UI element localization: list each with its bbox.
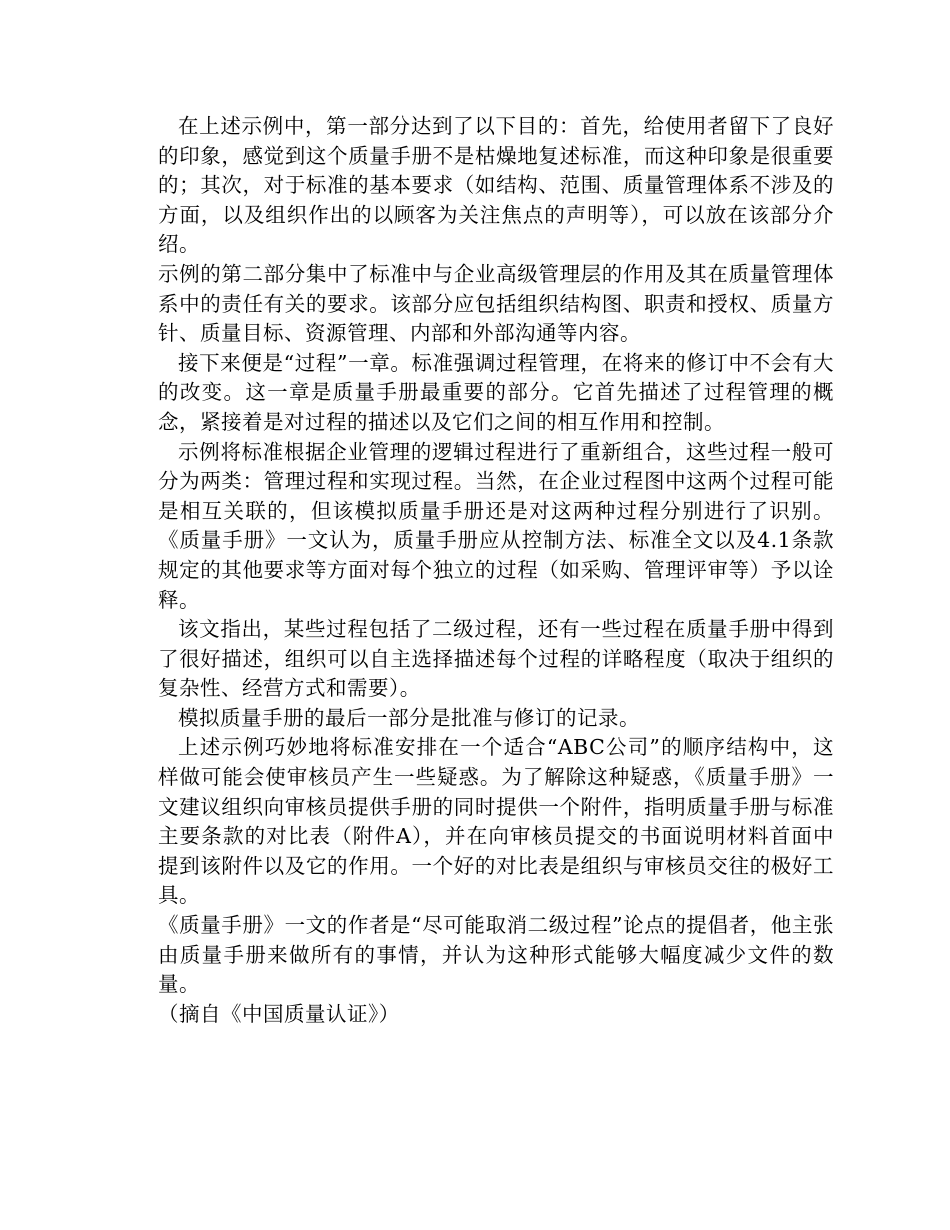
paragraph-2: 示例的第二部分集中了标准中与企业高级管理层的作用及其在质量管理体系中的责任有关的要求。该部分应包括组织结构图、职责和授权、质量方针、质量目标、资源管理、内部和外部沟通等内容。 bbox=[158, 261, 834, 346]
paragraph-4: 示例将标准根据企业管理的逻辑过程进行了重新组合，这些过程一般可分为两类：管理过程和实现过程。当然，在企业过程图中这两个过程可能是相互关联的，但该模拟质量手册还是对这两种过程分别进行了识别。《质量手册》一文认为，质量手册应从控制方法、标准全文以及4.1条款规定的其他要求等方面对每个独立的过程（如采购、管理评审等）予以诠释。 bbox=[158, 439, 834, 612]
paragraph-6: 模拟质量手册的最后一部分是批准与修订的记录。 bbox=[178, 705, 640, 730]
document-body bbox=[158, 112, 834, 1029]
paragraph-1: 在上述示例中，第一部分达到了以下目的：首先，给使用者留下了良好的印象，感觉到这个质量手册不是枯燥地复述标准，而这种印象是很重要的；其次，对于标准的基本要求（如结构、范围、质量管理体系不涉及的方面，以及组织作出的以顾客为关注焦点的声明等），可以放在该部分介绍。 bbox=[158, 114, 834, 257]
source-citation: （摘自《中国质量认证》） bbox=[158, 1001, 400, 1026]
paragraph-8: 《质量手册》一文的作者是“尽可能取消二级过程”论点的提倡者，他主张由质量手册来做所有的事情，并认为这种形式能够大幅度减少文件的数量。 bbox=[158, 913, 834, 997]
paragraph-3: 接下来便是“过程”一章。标准强调过程管理，在将来的修订中不会有大的改变。这一章是质量手册最重要的部分。它首先描述了过程管理的概念，紧接着是对过程的描述以及它们之间的相互作用和控制。 bbox=[158, 350, 834, 434]
paragraph-5: 该文指出，某些过程包括了二级过程，还有一些过程在质量手册中得到了很好描述，组织可以自主选择描述每个过程的详略程度（取决于组织的复杂性、经营方式和需要）。 bbox=[158, 617, 834, 701]
paragraph-7: 上述示例巧妙地将标准安排在一个适合“ABC公司”的顺序结构中，这样做可能会使审核员产生一些疑惑。为了解除这种疑惑，《质量手册》一文建议组织向审核员提供手册的同时提供一个附件，指明质量手册与标准主要条款的对比表（附件A），并在向审核员提交的书面说明材料首面中提到该附件以及它的作用。一个好的对比表是组织与审核员交往的极好工具。 bbox=[158, 735, 834, 908]
